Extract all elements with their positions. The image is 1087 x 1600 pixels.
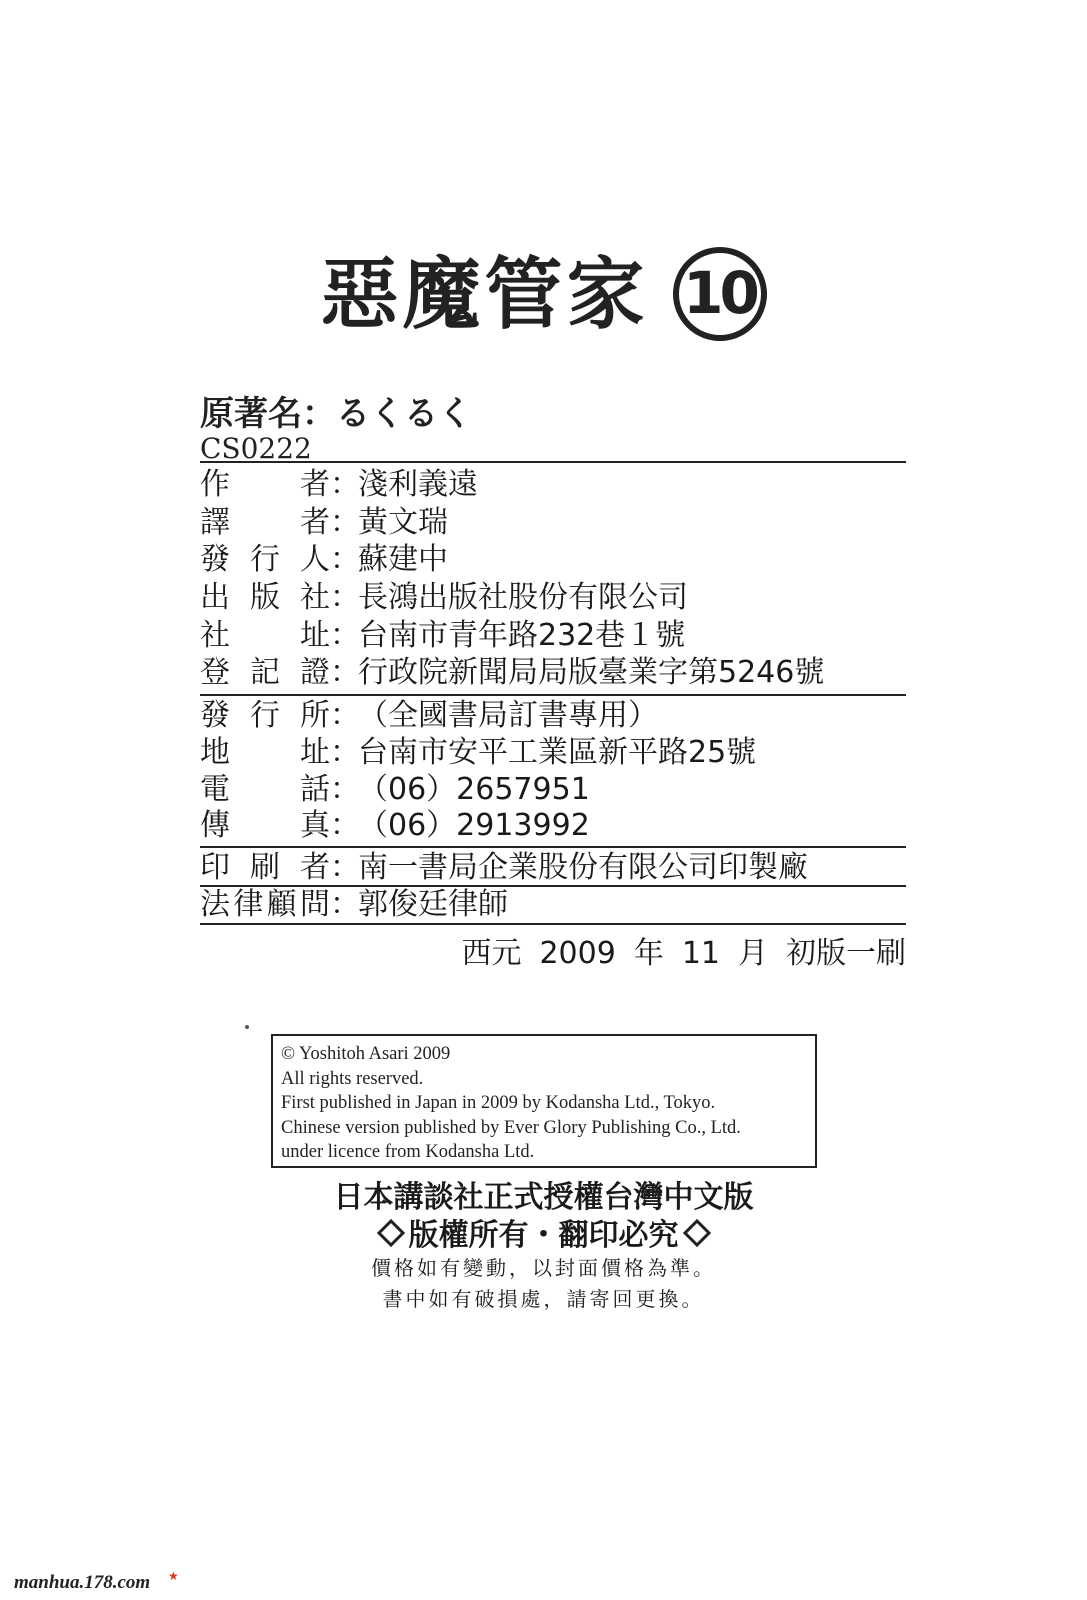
credit-row: 發行所：（全國書局訂書專用） — [200, 698, 658, 733]
book-title — [0, 232, 1087, 347]
credit-label: 作者 — [200, 467, 330, 502]
credit-value: 台南市青年路232巷１號 — [358, 618, 686, 653]
credit-value: 長鴻出版社股份有限公司 — [358, 580, 688, 615]
credit-row: 發行人：蘇建中 — [200, 542, 448, 577]
book-title-text: 惡魔管家 — [320, 250, 649, 340]
date-edition: 初版一刷 — [786, 936, 906, 971]
credit-value: 黃文瑞 — [358, 505, 448, 540]
credit-value: （全國書局訂書專用） — [358, 698, 658, 733]
copyright-line: All rights reserved. — [281, 1068, 424, 1089]
speck — [245, 1025, 249, 1029]
date-era: 西元 — [461, 936, 522, 971]
copyright-line: under licence from Kodansha Ltd. — [281, 1142, 535, 1163]
product-code: CS0222 — [200, 432, 312, 465]
credit-label: 地址 — [200, 735, 330, 770]
credit-label: 發行所 — [200, 698, 330, 733]
credit-label: 登記證 — [200, 655, 330, 690]
credit-row: 法律顧問：郭俊廷律師 — [200, 887, 508, 922]
credit-value: 淺利義遠 — [358, 467, 478, 502]
divider — [200, 846, 906, 848]
copyright-box — [271, 1034, 817, 1168]
credit-label: 印刷者 — [200, 850, 330, 885]
watermark: manhua.178.com — [14, 1572, 151, 1593]
damage-note: 書中如有破損處，請寄回更換。 — [382, 1287, 705, 1311]
divider — [200, 694, 906, 696]
copyright-line: © Yoshitoh Asari 2009 — [281, 1044, 451, 1064]
credit-label: 出版社 — [200, 580, 330, 615]
credit-row: 作者：淺利義遠 — [200, 467, 478, 502]
authorization-notice: 日本講談社正式授權台灣中文版 — [333, 1180, 754, 1215]
credit-label: 發行人 — [200, 542, 330, 577]
copyright-line: Chinese version published by Ever Glory Publishing Co., Ltd. — [281, 1117, 741, 1138]
credit-row: 印刷者：南一書局企業股份有限公司印製廠 — [200, 850, 808, 885]
credit-row: 登記證：行政院新聞局局版臺業字第5246號 — [200, 655, 825, 690]
star-icon: ★ — [168, 1569, 179, 1583]
diamond-icon — [376, 1218, 404, 1246]
publication-date — [461, 928, 906, 972]
credit-value: 行政院新聞局局版臺業字第5246號 — [358, 655, 825, 690]
credit-row: 出版社：長鴻出版社股份有限公司 — [200, 580, 688, 615]
diamond-icon — [682, 1218, 710, 1246]
volume-number: 10 — [673, 247, 767, 341]
credit-row: 地址：台南市安平工業區新平路25號 — [200, 735, 757, 770]
rights-notice — [0, 1210, 1087, 1254]
date-year-unit: 年 — [633, 936, 664, 971]
credit-row: 社址：台南市青年路232巷１號 — [200, 618, 686, 653]
date-year: 2009 — [539, 936, 616, 971]
credit-label: 電話 — [200, 772, 330, 807]
credit-row: 傳真：（06）2913992 — [200, 808, 590, 843]
copyright-line: First published in Japan in 2009 by Kodansha Ltd., Tokyo. — [281, 1093, 716, 1114]
credit-label: 社址 — [200, 618, 330, 653]
credit-value: 南一書局企業股份有限公司印製廠 — [358, 850, 808, 885]
credit-label: 傳真 — [200, 808, 330, 843]
date-month-unit: 月 — [738, 936, 768, 971]
credit-row: 譯者：黃文瑞 — [200, 505, 448, 540]
divider — [200, 923, 906, 925]
credit-label: 譯者 — [200, 505, 330, 540]
credit-value: （06）2657951 — [358, 772, 590, 807]
price-note: 價格如有變動，以封面價格為準。 — [371, 1256, 716, 1280]
credit-label: 法律顧問 — [200, 887, 330, 922]
credit-value: 蘇建中 — [358, 542, 448, 577]
date-month: 11 — [681, 936, 720, 971]
original-title: 原著名：るくるく — [200, 394, 472, 434]
credit-value: （06）2913992 — [358, 808, 590, 843]
credit-value: 台南市安平工業區新平路25號 — [358, 735, 757, 770]
credit-row: 電話：（06）2657951 — [200, 772, 590, 807]
rights-text: 版權所有・翻印必究 — [408, 1218, 679, 1253]
divider — [200, 461, 906, 463]
credit-value: 郭俊廷律師 — [358, 887, 508, 922]
